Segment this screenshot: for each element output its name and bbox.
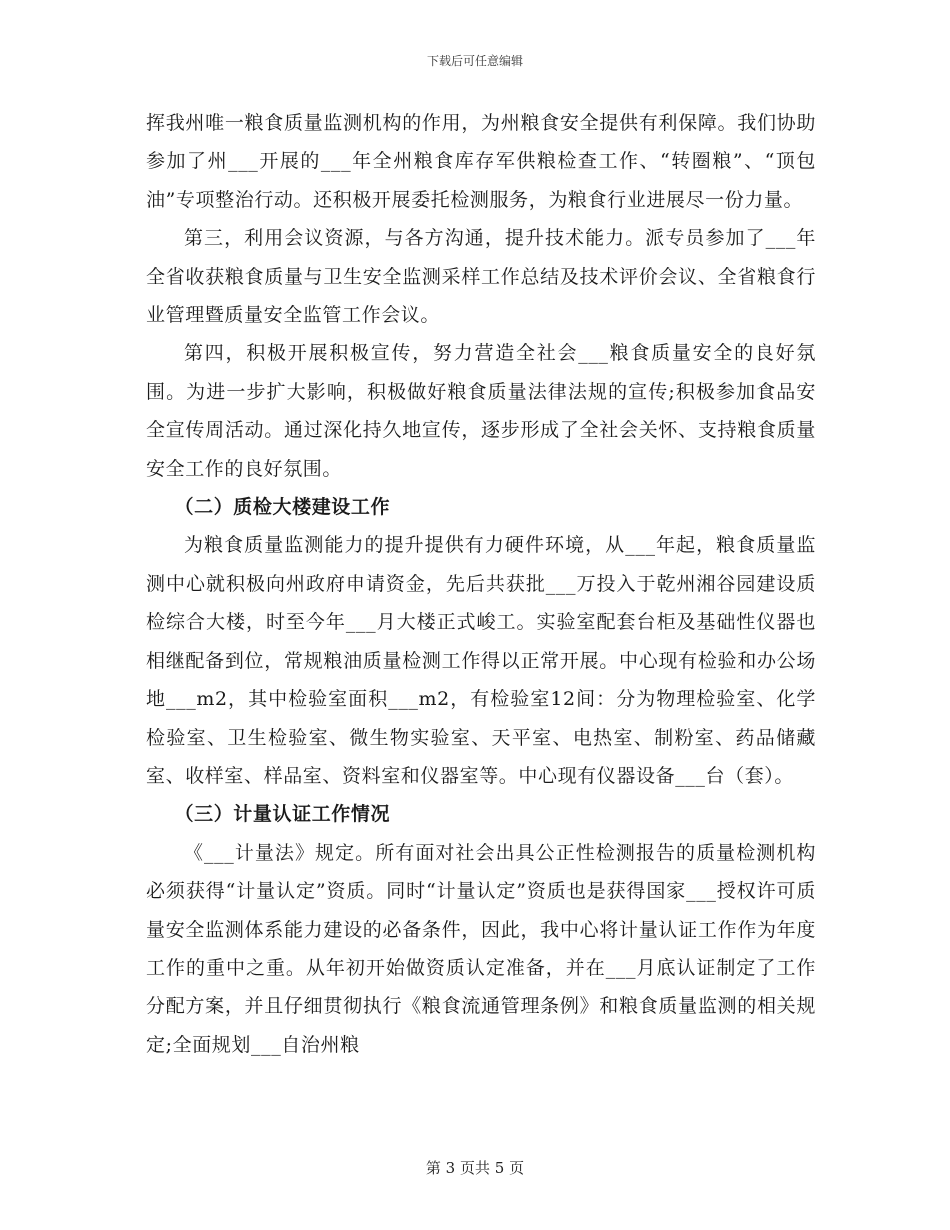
paragraph-third-point: 第三，利用会议资源，与各方沟通，提升技术能力。派专员参加了___年全省收获粮食质量与卫生安全监测采样工作总结及技术评价会议、全省粮食行业管理暨质量安全监管工作会议。 — [146, 227, 816, 327]
document-body — [146, 104, 816, 1064]
paragraph-continuation: 挥我州唯一粮食质量监测机构的作用，为州粮食安全提供有利保障。我们协助参加了州___开展的___年全州粮食库存军供粮检查工作、“转圈粮”、“顶包油”专项整治行动。还积极开展委托检测服务，为粮食行业进展尽一份力量。 — [146, 112, 816, 211]
paragraph-metrology: 《___计量法》规定。所有面对社会出具公正性检测报告的质量检测机构必须获得“计量认定”资质。同时“计量认定”资质也是获得国家___授权许可质量安全监测体系能力建设的必备条件，因此，我中心将计量认证工作作为年度工作的重中之重。从年初开始做资质认定准备，并在___月底认证制定了工作分配方案，并且仔细贯彻执行《粮食流通管理条例》和粮食质量监测的相关规定;全面规划___自治州粮 — [146, 841, 816, 1056]
paragraph-building: 为粮食质量监测能力的提升提供有力硬件环境，从___年起，粮食质量监测中心就积极向州政府申请资金，先后共获批___万投入于乾州湘谷园建设质检综合大楼，时至今年___月大楼正式峻工。实验室配套台柜及基础性仪器也相继配备到位，常规粮油质量检测工作得以正常开展。中心现有检验和办公场地___m2，其中检验室面积___m2，有检验室12间：分为物理检验室、化学检验室、卫生检验室、微生物实验室、天平室、电热室、制粉室、药品储藏室、收样室、样品室、资料室和仪器室等。中心现有仪器设备___台（套）。 — [146, 534, 816, 787]
paragraph-fourth-point: 第四，积极开展积极宣传，努力营造全社会___粮食质量安全的良好氛围。为进一步扩大影响，积极做好粮食质量法律法规的宣传;积极参加食品安全宣传周活动。通过深化持久地宣传，逐步形成了全社会关怀、支持粮食质量安全工作的良好氛围。 — [146, 342, 816, 480]
page-header: 下载后可任意编辑 — [426, 54, 523, 68]
section-heading-building: （二）质检大楼建设工作 — [174, 496, 391, 519]
page-footer: 第 3 页共 5 页 — [425, 1159, 525, 1177]
section-heading-metrology: （三）计量认证工作情况 — [174, 803, 391, 826]
